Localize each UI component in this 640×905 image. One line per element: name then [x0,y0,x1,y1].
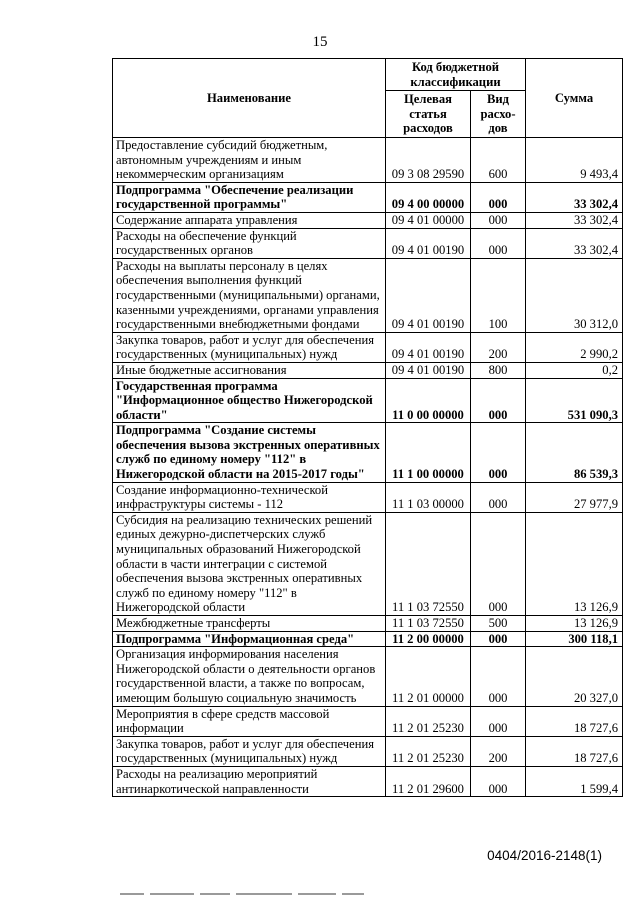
row-target-article: 11 2 01 25230 [386,736,471,766]
page-number: 15 [312,34,328,50]
table-row [113,378,623,423]
table-row [113,362,623,378]
row-target-article: 09 4 01 00190 [386,228,471,258]
row-target-article: 09 4 00 00000 [386,182,471,212]
table-row [113,228,623,258]
row-sum: 33 302,4 [526,228,623,258]
row-sum: 300 118,1 [526,631,623,647]
row-expense-type: 600 [471,138,526,183]
row-sum: 30 312,0 [526,258,623,332]
table-header [113,59,623,138]
row-sum: 0,2 [526,362,623,378]
row-expense-type: 000 [471,182,526,212]
row-name: Субсидия на реализацию технических решений единых дежурно-диспетчерских служб муниципальных образований Нижегородской области в части интеграции с системой обеспечения вызова экстренных оперативных служб по единому номеру "112" в Нижегородской области [113,512,386,615]
table-row [113,766,623,796]
row-expense-type: 000 [471,378,526,423]
row-name: Организация информирования населения Нижегородской области о деятельности органов государственной власти, а также по вопросам, имеющим большую социальную значимость [113,647,386,706]
row-sum: 531 090,3 [526,378,623,423]
document-code: 0404/2016-2148(1) [487,848,602,863]
header-code-group: Код бюджетной классификации [386,59,526,91]
row-target-article: 11 0 00 00000 [386,378,471,423]
row-name: Межбюджетные трансферты [113,616,386,632]
row-expense-type: 000 [471,423,526,482]
row-target-article: 09 4 01 00190 [386,332,471,362]
table-row [113,706,623,736]
header-sum: Сумма [526,59,623,138]
row-expense-type: 500 [471,616,526,632]
row-name: Подпрограмма "Обеспечение реализации государственной программы" [113,182,386,212]
table-row [113,332,623,362]
table-row [113,482,623,512]
table-row [113,631,623,647]
row-target-article: 11 1 03 72550 [386,512,471,615]
header-expense-type: Вид расхо-дов [471,91,526,138]
row-name: Расходы на реализацию мероприятий антинаркотической направленности [113,766,386,796]
row-target-article: 11 1 00 00000 [386,423,471,482]
row-target-article: 11 2 01 25230 [386,706,471,736]
table-row [113,182,623,212]
table-row [113,616,623,632]
row-target-article: 09 4 01 00190 [386,362,471,378]
row-name: Закупка товаров, работ и услуг для обеспечения государственных (муниципальных) нужд [113,332,386,362]
row-name: Подпрограмма "Создание системы обеспечения вызова экстренных оперативных служб по единому номеру "112" в Нижегородской области на 2015-2017 годы" [113,423,386,482]
row-target-article: 09 4 01 00000 [386,212,471,228]
table-row [113,512,623,615]
row-name: Содержание аппарата управления [113,212,386,228]
budget-classification-table [112,58,623,797]
row-target-article: 09 3 08 29590 [386,138,471,183]
row-expense-type: 200 [471,736,526,766]
row-expense-type: 000 [471,228,526,258]
row-name: Предоставление субсидий бюджетным, автономным учреждениям и иным некоммерческим организациям [113,138,386,183]
bottom-scan-artifact [120,893,380,905]
table-row [113,736,623,766]
row-sum: 18 727,6 [526,706,623,736]
row-sum: 86 539,3 [526,423,623,482]
row-name: Создание информационно-технической инфраструктуры системы - 112 [113,482,386,512]
row-sum: 27 977,9 [526,482,623,512]
row-sum: 33 302,4 [526,182,623,212]
table-row [113,258,623,332]
header-name: Наименование [113,59,386,138]
row-sum: 13 126,9 [526,512,623,615]
row-expense-type: 000 [471,766,526,796]
table-row [113,647,623,706]
row-expense-type: 000 [471,631,526,647]
table-row [113,423,623,482]
row-name: Иные бюджетные ассигнования [113,362,386,378]
table-row [113,138,623,183]
row-sum: 13 126,9 [526,616,623,632]
row-expense-type: 000 [471,482,526,512]
row-target-article: 11 2 00 00000 [386,631,471,647]
row-name: Закупка товаров, работ и услуг для обеспечения государственных (муниципальных) нужд [113,736,386,766]
row-expense-type: 200 [471,332,526,362]
row-expense-type: 000 [471,212,526,228]
row-name: Мероприятия в сфере средств массовой информации [113,706,386,736]
row-expense-type: 000 [471,512,526,615]
row-expense-type: 800 [471,362,526,378]
row-target-article: 09 4 01 00190 [386,258,471,332]
row-name: Расходы на выплаты персоналу в целях обеспечения выполнения функций государственными (муниципальными) органами, казенными учреждениями, органами управления государственными внебюджетными фондами [113,258,386,332]
table-body [113,138,623,797]
row-target-article: 11 2 01 29600 [386,766,471,796]
row-sum: 33 302,4 [526,212,623,228]
row-sum: 20 327,0 [526,647,623,706]
row-sum: 1 599,4 [526,766,623,796]
row-sum: 9 493,4 [526,138,623,183]
row-name: Государственная программа "Информационное общество Нижегородской области" [113,378,386,423]
row-name: Подпрограмма "Информационная среда" [113,631,386,647]
row-expense-type: 000 [471,706,526,736]
row-expense-type: 000 [471,647,526,706]
row-target-article: 11 1 03 72550 [386,616,471,632]
row-sum: 2 990,2 [526,332,623,362]
row-target-article: 11 1 03 00000 [386,482,471,512]
row-expense-type: 100 [471,258,526,332]
row-name: Расходы на обеспечение функций государственных органов [113,228,386,258]
row-sum: 18 727,6 [526,736,623,766]
row-target-article: 11 2 01 00000 [386,647,471,706]
table-row [113,212,623,228]
header-target-article: Целевая статья расходов [386,91,471,138]
